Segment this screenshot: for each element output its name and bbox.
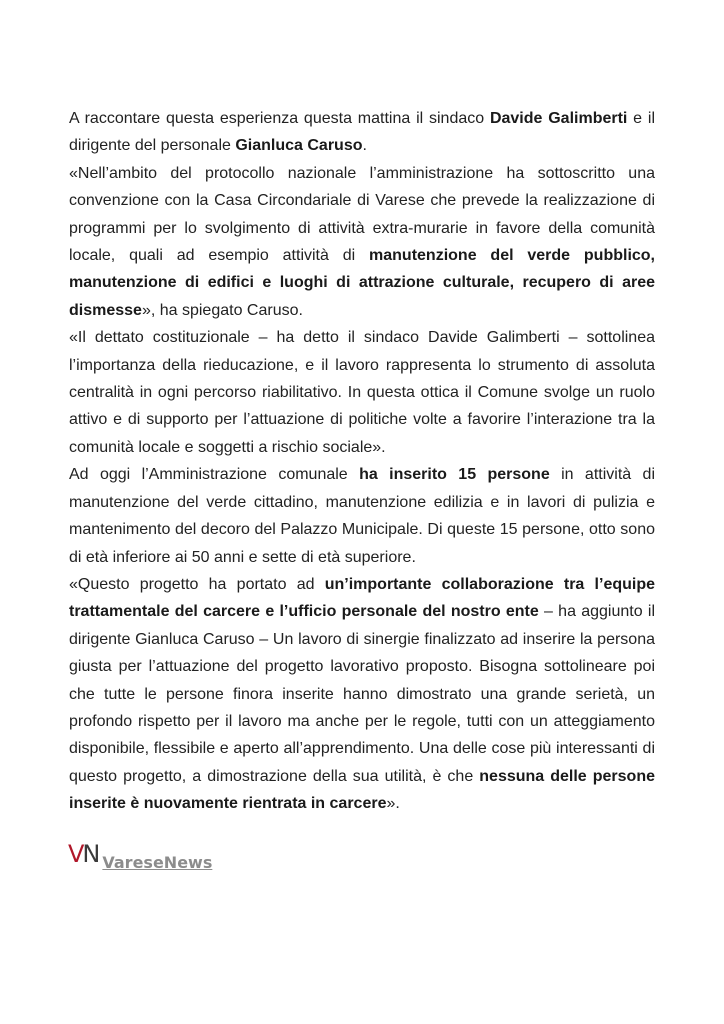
text-run: ».: [386, 795, 400, 813]
text-run: », ha spiegato Caruso.: [141, 301, 303, 319]
bold-inserted-count: ha inserito 15 persone: [359, 466, 550, 484]
bold-director-name: Gianluca Caruso: [235, 137, 363, 155]
text-run: .: [362, 137, 367, 155]
varesenews-logo[interactable]: [68, 840, 212, 874]
bold-no-reoffence: nessuna delle persone inserite è nuovamente rientrata in carcere: [69, 767, 656, 813]
vn-logo-mark: [68, 842, 98, 866]
text-run: «Il dettato costituzionale – ha detto il sindaco Davide Galimberti – sottolinea l’importanza della rieducazione, e il lavoro rappresenta lo strumento di assoluta centralità in ogni percorso riabilitativo. In questa ottica il Comune svolge un ruolo attivo e di supporto per l’attuazione di politiche volte a favorire l’interazione tra la comunità locale e soggetti a rischio sociale».: [69, 329, 655, 456]
text-run: Ad oggi l’Amministrazione comunale: [69, 466, 360, 484]
bold-collaboration: un’importante collaborazione tra l’equipe trattamentale del carcere e l’ufficio personale del nostro ente: [69, 575, 656, 621]
bold-mayor-name: Davide Galimberti: [489, 110, 628, 127]
text-run: A raccontare questa esperienza questa mattina il sindaco: [69, 110, 490, 127]
text-run: «Nell’ambito del protocollo nazionale l’amministrazione ha sottoscritto una convenzione con la Casa Circondariale di Varese che prevede la realizzazione di programmi per lo svolgimento di attività extra-murarie in favore della comunità locale, quali ad esempio attività di: [69, 164, 655, 265]
text-run: e il dirigente del personale: [69, 110, 656, 155]
logo-mark-n: N: [82, 840, 99, 868]
paragraph-quote-collaboration: [69, 571, 655, 818]
paragraph-intro: [69, 105, 655, 160]
paragraph-quote-galimberti: [69, 324, 655, 461]
paragraph-numbers: [69, 461, 655, 571]
text-run: in attività di manutenzione del verde cittadino, manutenzione edilizia e in lavori di pulizia e mantenimento del decoro del Palazzo Municipale. Di queste 15 persone, otto sono di età inferiore ai 50 anni e sette di età superiore.: [69, 466, 656, 566]
paragraph-quote-caruso: [69, 160, 655, 324]
bold-activities: manutenzione del verde pubblico, manutenzione di edifici e luoghi di attrazione culturale, recupero di aree dismesse: [69, 247, 656, 319]
logo-name-link[interactable]: VareseNews: [102, 853, 213, 872]
text-run: – ha aggiunto il dirigente Gianluca Caruso – Un lavoro di sinergie finalizzato ad inserire la persona giusta per l’attuazione del progetto lavorativo proposto. Bisogna sottolineare poi che tutte le persone finora inserite hanno dimostrato una grande serietà, un profondo rispetto per il lavoro ma anche per le regole, tutti con un atteggiamento disponibile, flessibile e aperto all’apprendimento. Una delle cose più interessanti di questo progetto, a dimostrazione della sua utilità, è che: [69, 603, 655, 785]
article-body: [69, 105, 655, 818]
text-run: «Questo progetto ha portato ad: [69, 575, 325, 593]
logo-mark-v: V: [68, 840, 83, 868]
